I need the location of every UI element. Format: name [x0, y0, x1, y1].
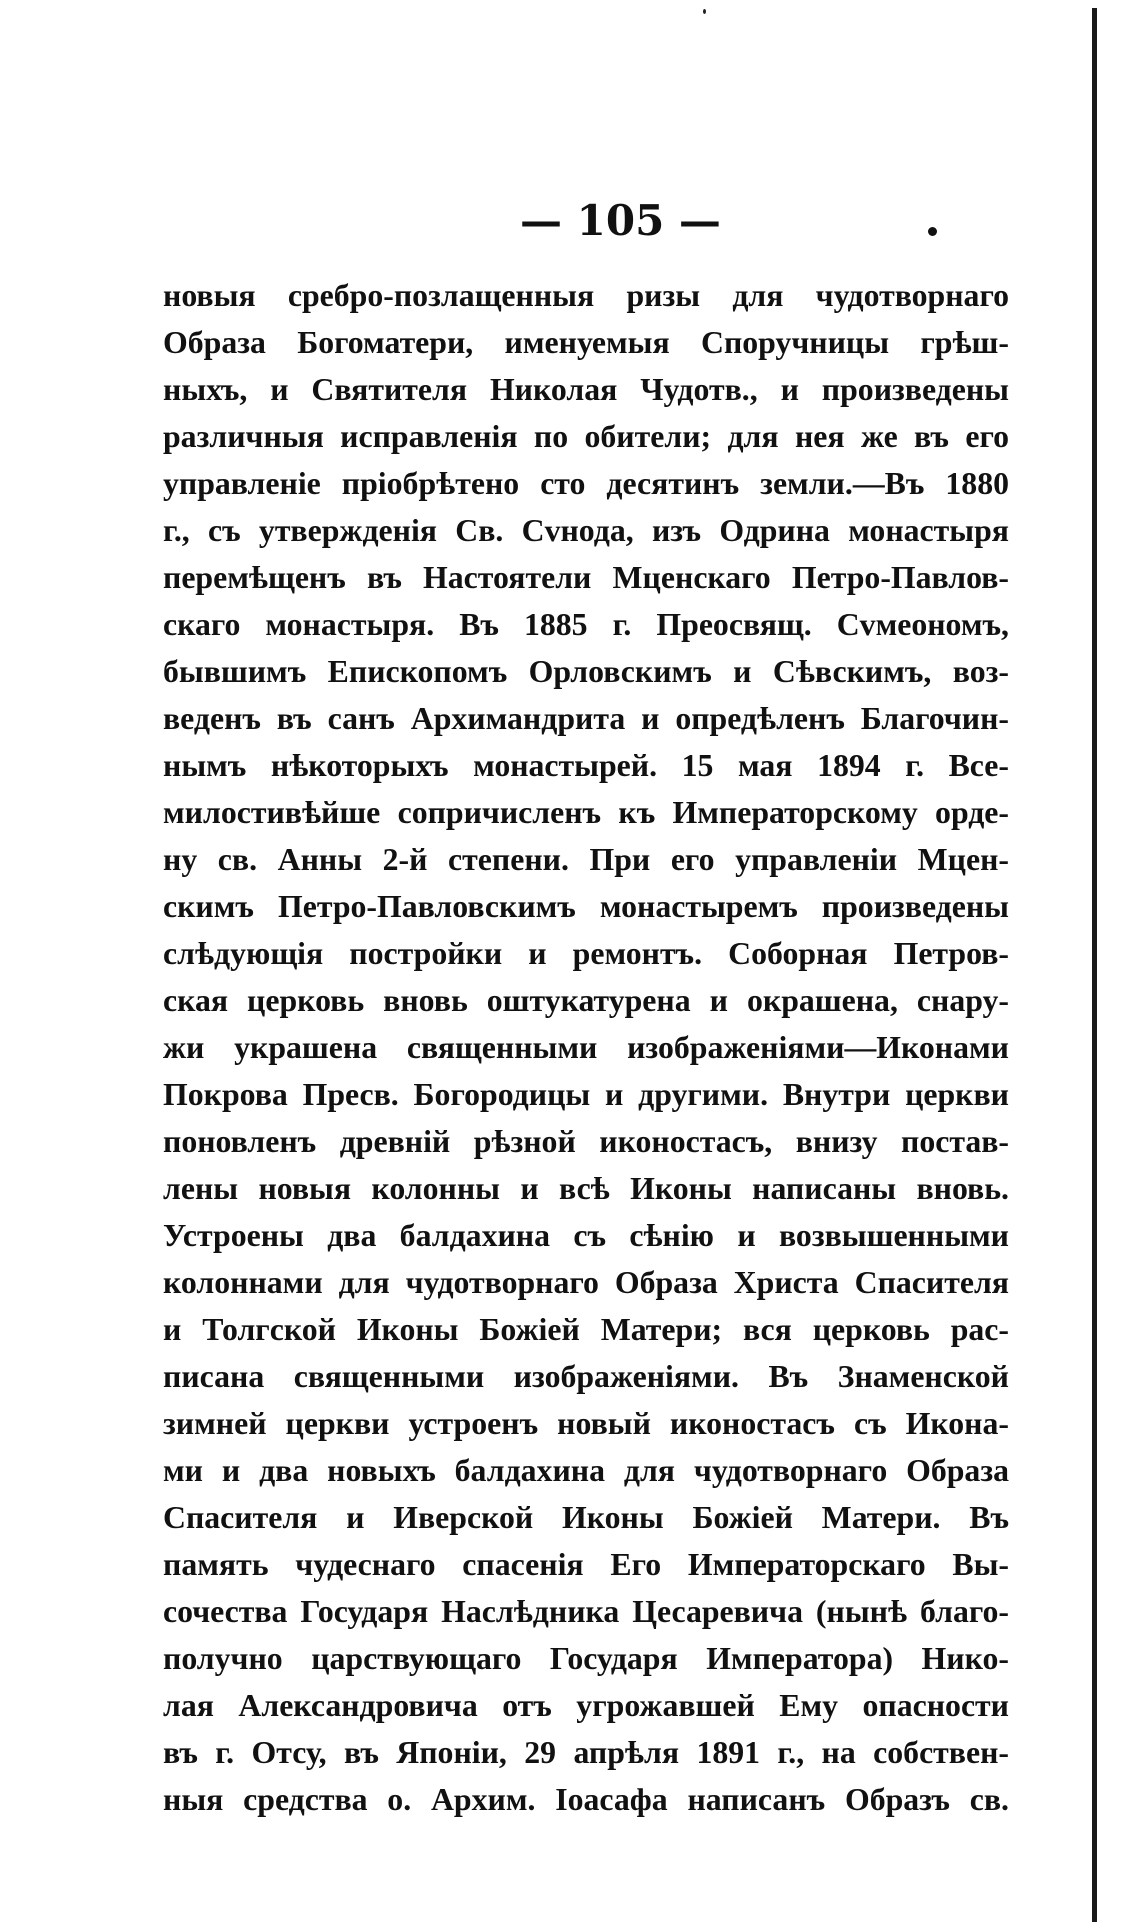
text-line: жи украшена священными изображеніями—Иконами — [163, 1030, 1009, 1065]
text-line: различныя исправленія по обители; для нея же въ его — [163, 419, 1009, 454]
text-line: лены новыя колонны и всѣ Иконы написаны вновь. — [163, 1171, 1009, 1206]
text-line: веденъ въ санъ Архимандрита и опредѣленъ Благочин- — [163, 701, 1009, 736]
text-line: нымъ нѣкоторыхъ монастырей. 15 мая 1894 г. Все- — [163, 748, 1009, 783]
text-line: зимней церкви устроенъ новый иконостасъ съ Икона- — [163, 1406, 1009, 1441]
text-line: управленіе пріобрѣтено сто десятинъ земли.—Въ 1880 — [163, 466, 1009, 501]
text-line: ми и два новыхъ балдахина для чудотворнаго Образа — [163, 1453, 1009, 1488]
text-line: новыя сребро-позлащенныя ризы для чудотворнаго — [163, 278, 1009, 313]
text-line: скаго монастыря. Въ 1885 г. Преосвящ. Сvмеономъ, — [163, 607, 1009, 642]
text-line: получно царствующаго Государя Императора) Нико- — [163, 1641, 1009, 1676]
scan-speck — [928, 227, 937, 236]
text-line: бывшимъ Епископомъ Орловскимъ и Сѣвскимъ, воз- — [163, 654, 1009, 689]
text-line: ну св. Анны 2-й степени. При его управленіи Мцен- — [163, 842, 1009, 877]
text-line: милостивѣйше сопричисленъ къ Императорскому орде- — [163, 795, 1009, 830]
text-line: сочества Государя Наслѣдника Цесаревича (нынѣ благо- — [163, 1594, 1009, 1629]
text-line: Спасителя и Иверской Иконы Божіей Матери. Въ — [163, 1500, 1009, 1535]
page-binding-edge — [1092, 8, 1097, 1922]
text-line: перемѣщенъ въ Настоятели Мценскаго Петро-Павлов- — [163, 560, 1009, 595]
text-line: память чудеснаго спасенія Его Императорскаго Вы- — [163, 1547, 1009, 1582]
text-line: ныхъ, и Святителя Николая Чудотв., и произведены — [163, 372, 1009, 407]
text-line: слѣдующія постройки и ремонтъ. Соборная Петров- — [163, 936, 1009, 971]
text-line: ныя средства о. Архим. Іоасафа написанъ Образъ св. — [163, 1782, 1009, 1817]
scan-speck — [703, 9, 706, 14]
text-line: Покрова Пресв. Богородицы и другими. Внутри церкви — [163, 1077, 1009, 1112]
page-number: — 105 — — [520, 196, 721, 245]
text-line: и Толгской Иконы Божіей Матери; вся церковь рас- — [163, 1312, 1009, 1347]
text-line: Устроены два балдахина съ сѣнію и возвышенными — [163, 1218, 1009, 1253]
text-line: Образа Богоматери, именуемыя Споручницы грѣш- — [163, 325, 1009, 360]
text-line: въ г. Отсу, въ Японіи, 29 апрѣля 1891 г., на собствен- — [163, 1735, 1009, 1770]
text-line: лая Александровича отъ угрожавшей Ему опасности — [163, 1688, 1009, 1723]
body-text — [163, 272, 1009, 1823]
text-line: колоннами для чудотворнаго Образа Христа Спасителя — [163, 1265, 1009, 1300]
text-line: г., съ утвержденія Св. Сvнода, изъ Одрина монастыря — [163, 513, 1009, 548]
text-line: скимъ Петро-Павловскимъ монастыремъ произведены — [163, 889, 1009, 924]
text-line: писана священными изображеніями. Въ Знаменской — [163, 1359, 1009, 1394]
text-line: поновленъ древній рѣзной иконостасъ, внизу постав- — [163, 1124, 1009, 1159]
text-line: ская церковь вновь оштукатурена и окрашена, снару- — [163, 983, 1009, 1018]
